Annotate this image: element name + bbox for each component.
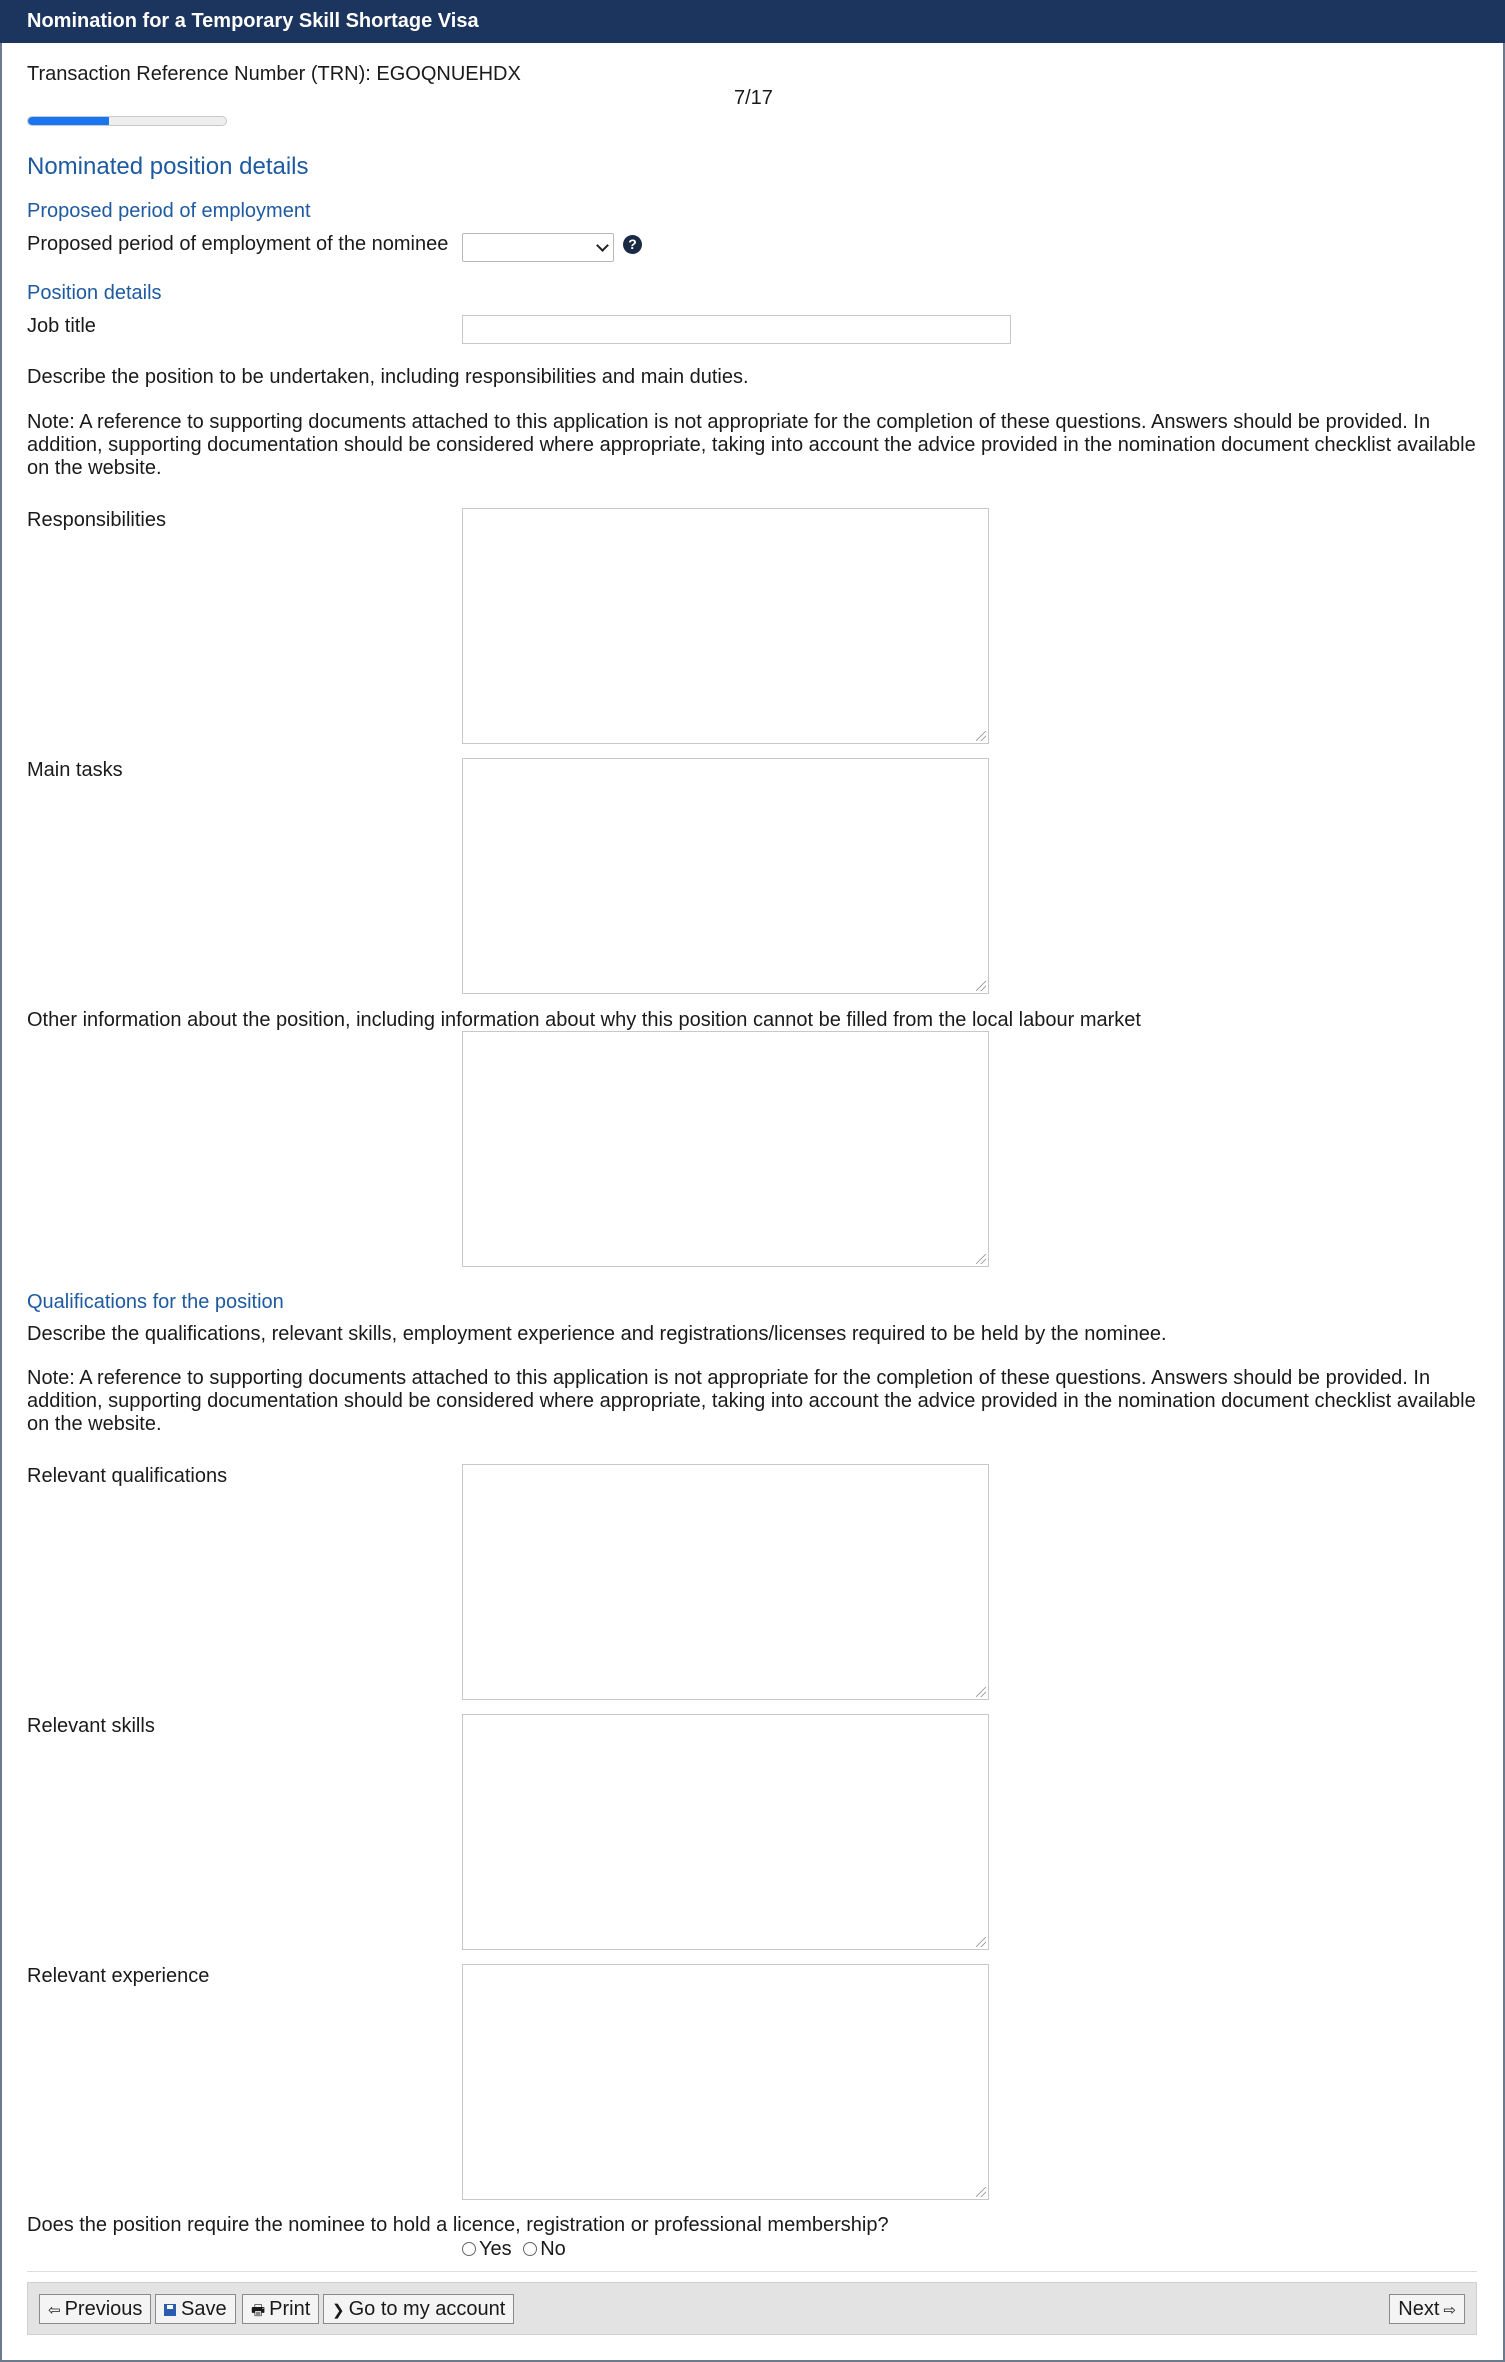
window-title: Nomination for a Temporary Skill Shortage Visa <box>0 0 1505 43</box>
position-note: Note: A reference to supporting documents attached to this application is not appropriate for the completion of these questions. Answers should be provided. In addition, supporting documentation should be considered where appropriate, taking into account the advice provided in the nomination document checklist available on the website. <box>27 411 1476 479</box>
licence-yes-label[interactable]: Yes <box>479 2238 512 2260</box>
go-to-account-button[interactable] <box>323 2294 514 2324</box>
relevant-experience-label: Relevant experience <box>27 1965 210 1987</box>
licence-no-option[interactable] <box>523 2238 566 2260</box>
resize-grip-icon[interactable] <box>976 1254 986 1264</box>
button-bar <box>27 2282 1477 2335</box>
relevant-skills-textarea[interactable] <box>462 1714 989 1950</box>
position-heading: Position details <box>27 282 162 304</box>
printer-icon: 🖶 <box>251 2302 266 2319</box>
employment-period-select[interactable] <box>462 233 614 262</box>
resize-grip-icon[interactable] <box>976 1687 986 1697</box>
resize-grip-icon[interactable] <box>976 981 986 991</box>
licence-radio-group <box>462 2238 566 2261</box>
qualifications-heading: Qualifications for the position <box>27 1291 284 1313</box>
resize-grip-icon[interactable] <box>976 1937 986 1947</box>
resize-grip-icon[interactable] <box>976 2187 986 2197</box>
resize-grip-icon[interactable] <box>976 731 986 741</box>
divider <box>27 2271 1477 2272</box>
qualifications-description: Describe the qualifications, relevant skills, employment experience and registrations/licenses required to be held by the nominee. <box>27 1323 1167 1345</box>
licence-no-label[interactable]: No <box>540 2238 566 2260</box>
main-tasks-textarea[interactable] <box>462 758 989 994</box>
responsibilities-label: Responsibilities <box>27 509 166 531</box>
qualifications-note: Note: A reference to supporting documents attached to this application is not appropriate for the completion of these questions. Answers should be provided. In addition, supporting documentation should be considered where appropriate, taking into account the advice provided in the nomination document checklist available on the website. <box>27 1367 1476 1435</box>
employment-label: Proposed period of employment of the nominee <box>27 233 449 255</box>
job-title-input[interactable] <box>462 315 1011 344</box>
relevant-qualifications-label: Relevant qualifications <box>27 1465 228 1487</box>
next-button[interactable] <box>1389 2294 1465 2324</box>
section-title: Nominated position details <box>27 153 309 180</box>
previous-label: Previous <box>64 2298 143 2320</box>
main-tasks-label: Main tasks <box>27 759 123 781</box>
save-label: Save <box>181 2298 227 2320</box>
floppy-disk-icon <box>164 2304 176 2316</box>
save-button[interactable] <box>155 2294 236 2324</box>
other-info-textarea[interactable] <box>462 1031 989 1267</box>
radio-no[interactable] <box>523 2242 537 2256</box>
position-description: Describe the position to be undertaken, including responsibilities and main duties. <box>27 366 749 388</box>
previous-button[interactable] <box>39 2294 151 2324</box>
help-icon[interactable]: ? <box>623 235 642 254</box>
job-title-label: Job title <box>27 315 96 337</box>
chevron-right-icon: ❯ <box>332 2302 345 2319</box>
arrow-left-icon: ⇦ <box>48 2302 61 2319</box>
relevant-qualifications-textarea[interactable] <box>462 1464 989 1700</box>
print-label: Print <box>269 2298 311 2320</box>
licence-question: Does the position require the nominee to hold a licence, registration or professional membership? <box>27 2214 889 2236</box>
trn-label: Transaction Reference Number (TRN): EGOQNUEHDX <box>27 63 521 85</box>
radio-yes[interactable] <box>462 2242 476 2256</box>
responsibilities-textarea[interactable] <box>462 508 989 744</box>
employment-heading: Proposed period of employment <box>27 200 311 222</box>
other-info-label: Other information about the position, including information about why this position cannot be filled from the local labour market <box>27 1009 1141 1031</box>
progress-bar <box>27 116 227 126</box>
account-label: Go to my account <box>348 2298 506 2320</box>
progress-bar-fill <box>28 117 109 125</box>
relevant-experience-textarea[interactable] <box>462 1964 989 2200</box>
chevron-down-icon <box>596 239 609 252</box>
arrow-right-icon: ⇨ <box>1443 2302 1456 2319</box>
relevant-skills-label: Relevant skills <box>27 1715 155 1737</box>
licence-yes-option[interactable] <box>462 2238 512 2260</box>
page-counter: 7/17 <box>734 87 773 109</box>
next-label: Next <box>1398 2298 1440 2320</box>
print-button[interactable] <box>242 2294 319 2324</box>
